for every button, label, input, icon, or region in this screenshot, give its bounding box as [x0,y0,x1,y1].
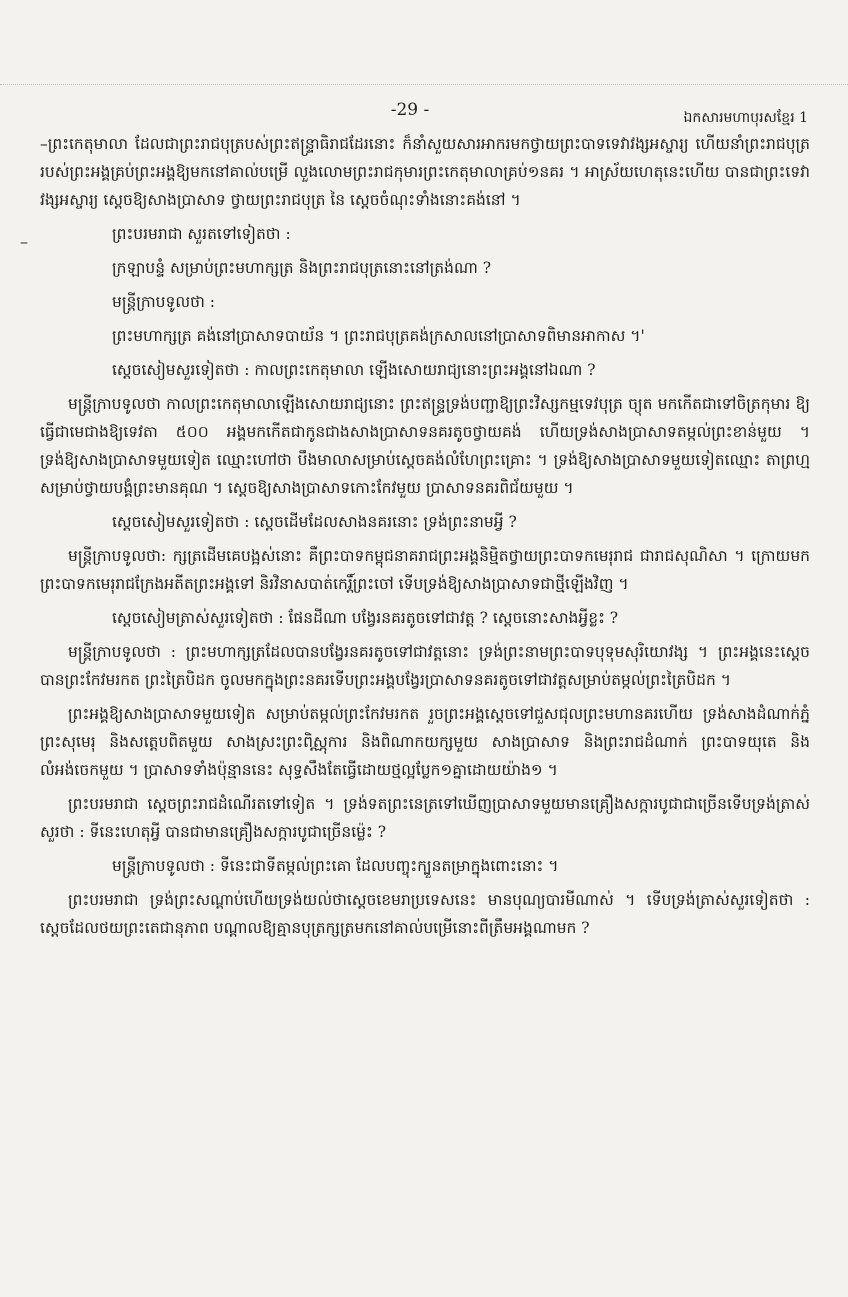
body-text [40,130,810,948]
paragraph-1: –ព្រះកេតុមាលា ដែលជាព្រះរាជបុត្របស់ព្រះឥន្ទ្រាធិរាជដែរនោះ ក៏នាំសួយសារអាករមកថ្វាយព្រះបាទទេវាវង្សអស្ចារ្យ ហើយនាំព្រះរាជបុត្រ របស់ព្រះអង្គគ្រប់ព្រះអង្គឱ្យមកនៅគាល់បម្រើ លួងលោមព្រះរាជកុមារព្រះកេតុមាលាគ្រប់១នគរ ។ អាស្រ័យហេតុនេះហើយ បានជាព្រះទេវាវង្សអស្ចារ្យ ស្ដេចឱ្យសាងប្រាសាទ ថ្វាយព្រះរាជបុត្រ នៃ ស្ដេចចំណុះទាំងនោះគង់នៅ ។ [40,135,810,209]
paragraph-4: មន្ត្រីក្រាបទូលថា : [112,293,216,311]
paragraph-3: ក្រឡាបន្ទំ សម្រាប់ព្រះមហាក្សត្រ និងព្រះរាជបុត្រនោះនៅត្រង់ណា ? [112,259,492,277]
paragraph-5: ព្រះមហាក្សត្រ គង់នៅប្រាសាទបាយ័ន ។ ព្រះរាជបុត្រគង់ក្រសាលនៅប្រាសាទពិមានអាកាស ។' [112,327,645,345]
paragraph-8: ស្ដេចសៀមសួរទៀតថា : ស្ដេចដើមដែលសាងនគរនោះ ទ្រង់ព្រះនាមអ្វី ? [112,513,517,531]
paragraph-9: មន្ត្រីក្រាបទូលថា: ក្សត្រដើមគេបង្អស់នោះ គឺព្រះបាទកម្ពុជនាគរាជព្រះអង្គនិម្មិតថ្វាយព្រះបាទកមេរុរាជ ជារាជសុណិសា ។ ក្រោយមកព្រះបាទកមេរុរាជក្រែងអតីតព្រះអង្គទៅ និរវិនាសបាត់កេរ្តិ៍ព្រះចៅ ទើបទ្រង់ឱ្យសាងប្រាសាទជាថ្មីឡើងវិញ ។ [40,547,810,593]
paragraph-6: ស្ដេចសៀមសួរទៀតថា : កាលព្រះកេតុមាលា ឡើងសោយរាជ្យនោះព្រះអង្គនៅឯណា ? [112,361,596,379]
paragraph-2: ព្រះបរមរាជា សួរតទៅទៀតថា : [112,225,291,243]
paragraph-12: ព្រះអង្គឱ្យសាងប្រាសាទមួយទៀត សម្រាប់តម្កល់ព្រះកែវមរកត រួចព្រះអង្គស្ដេចទៅជួសជុលព្រះមហានគរហើយ ទ្រង់សាងដំណាក់ភ្នំព្រះសុមេរុ និងសត្តេបពិតមួយ សាងស្រះព្រះពិស្ណុការ និងពិណាកយក្សមួយ សាងប្រាសាទ និងព្រះរាជដំណាក់ ព្រះបាទយុតេ និង លំអង់ចេកមួយ ។ ប្រាសាទទាំងប៉ុន្មាននេះ សុទ្ធសឹងតែធ្វើដោយថ្មល្អប្លែក១គ្នាដោយយ៉ាង១ ។ [40,705,810,779]
page-number: -29 - [390,100,430,120]
paragraph-10: ស្ដេចសៀមត្រាស់សួរទៀតថា : ផែនដីណា បង្វែរនគរតូចទៅជាវត្ត ? ស្ដេចនោះសាងអ្វីខ្លះ ? [112,609,619,627]
paragraph-7: មន្ត្រីក្រាបទូលថា កាលព្រះកេតុមាលាឡើងសោយរាជ្យនោះ ព្រះឥន្ទ្រទ្រង់បញ្ជាឱ្យព្រះវិស្សកម្មទេវបុត្រ ច្យុត មកកើតជាទៅចិត្រកុមារ ឱ្យធ្វើជាមេជាងឱ្យទេវតា ៥០០ អង្គមកកើតជាកូនជាងសាងប្រាសាទនគរតូចថ្វាយគង់ ហើយទ្រង់សាងប្រាសាទតម្កល់ព្រះខាន់មួយ ។ ទ្រង់ឱ្យសាងប្រាសាទមួយទៀត ឈ្មោះហៅថា បឹងមាលាសម្រាប់ស្ដេចគង់លំហែព្រះគ្រោះ ។ ទ្រង់ឱ្យសាងប្រាសាទមួយទៀតឈ្មោះ តាព្រហ្មសម្រាប់ថ្វាយបង្គំព្រះមានគុណ ។ ស្ដេចឱ្យសាងប្រាសាទកោះកែវមួយ ប្រាសាទនគរពិជ័យមួយ ។ [40,395,810,497]
paragraph-14: មន្ត្រីក្រាបទូលថា : ទីនេះជាទីតម្កល់ព្រះគោ ដែលបញ្ចុះក្បួនតម្រាក្នុងពោះនោះ ។ [112,857,559,875]
paragraph-11: មន្ត្រីក្រាបទូលថា : ព្រះមហាក្សត្រដែលបានបង្វែរនគរតូចទៅជាវត្តនោះ ទ្រង់ព្រះនាមព្រះបាទបុទុមសុរិយោវង្ស ។ ព្រះអង្គនេះស្ដេចបានព្រះកែវមរកត ព្រះត្រៃបិដក ចូលមកក្នុងព្រះនគរទើបព្រះអង្គបង្វែរប្រាសាទនគរតូចទៅជាវត្តសម្រាប់តម្កល់ព្រះត្រៃបិដក ។ [40,643,810,689]
paragraph-13: ព្រះបរមរាជា ស្ដេចព្រះរាជដំណើរតទៅទៀត ។ ទ្រង់ទតព្រះនេត្រទៅឃើញប្រាសាទមួយមានគ្រឿងសក្ការបូជាជាច្រើនទើបទ្រង់ត្រាស់សួរថា : ទីនេះហេតុអ្វី បានជាមានគ្រឿងសក្ការបូជាច្រើនម៉្លេះ ? [40,795,810,841]
paragraph-15: ព្រះបរមរាជា ទ្រង់ព្រះសណ្ដាប់ហើយទ្រង់យល់ថាស្ដេចខេមរាប្រទេសនេះ មានបុណ្យបារមីណាស់ ។ ទើបទ្រង់ត្រាស់សួរទៀតថា : ស្ដេចដែលថយព្រះតេជានុភាព បណ្ដាលឱ្យគ្មានបុត្រក្សត្រមកនៅគាល់បម្រើនោះពីត្រឹមអង្គណាមក ? [40,891,810,937]
scan-edge-line [0,84,848,86]
margin-dash-mark: – [20,232,28,251]
running-head: ឯកសារមហាបុរសខ្មែរ 1 [683,110,808,126]
